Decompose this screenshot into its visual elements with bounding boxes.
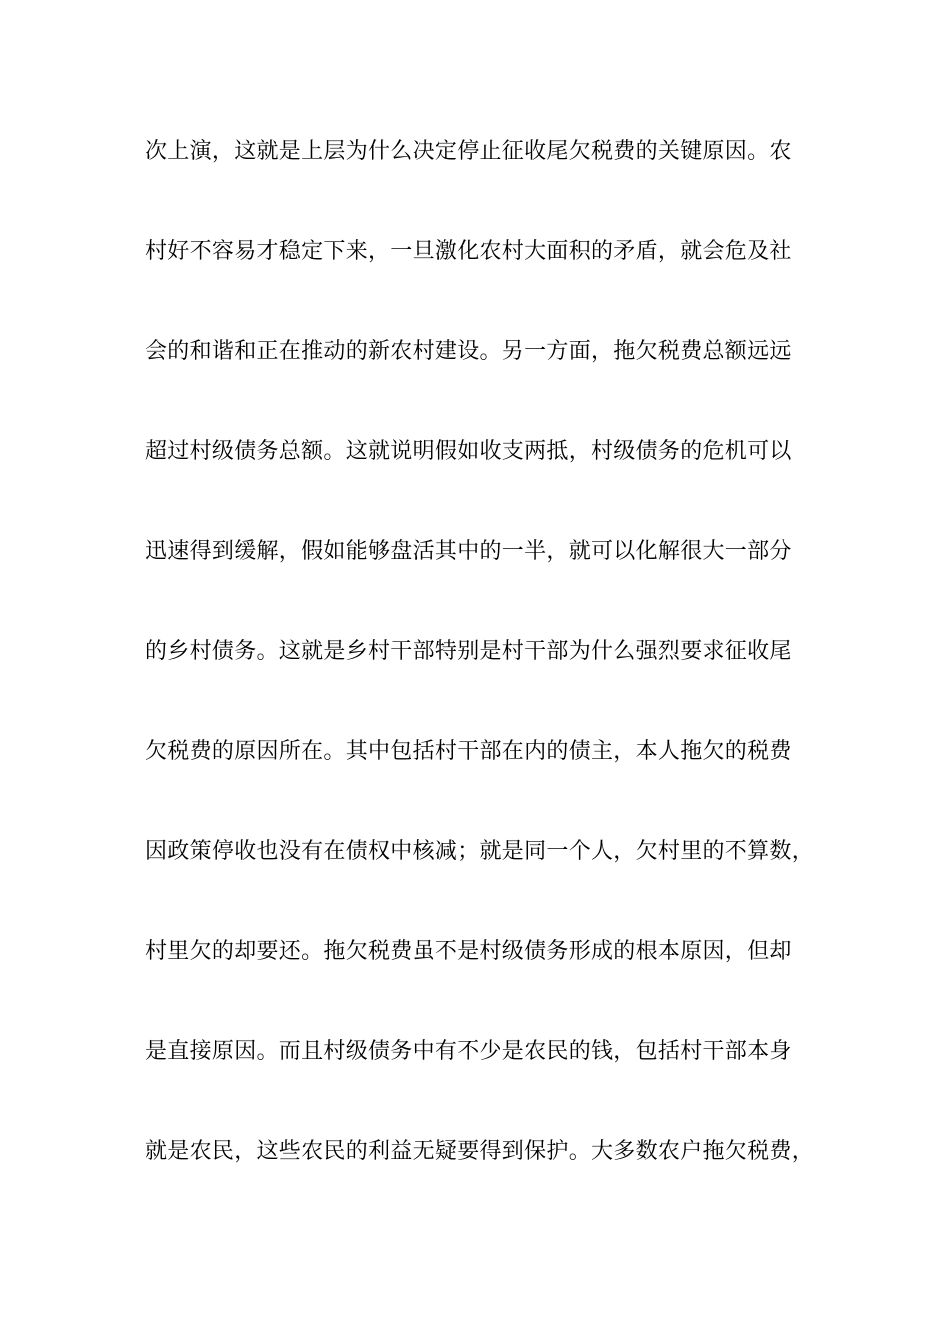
text-line-7: 欠税费的原因所在。其中包括村干部在内的债主，本人拖欠的税费: [145, 739, 792, 764]
text-line-4: 超过村级债务总额。这就说明假如收支两抵，村级债务的危机可以: [145, 439, 792, 464]
text-line-5: 迅速得到缓解，假如能够盘活其中的一半，就可以化解很大一部分: [145, 539, 792, 564]
text-line-10: 是直接原因。而且村级债务中有不少是农民的钱，包括村干部本身: [145, 1039, 792, 1064]
text-line-2: 村好不容易才稳定下来，一旦激化农村大面积的矛盾，就会危及社: [145, 239, 792, 264]
text-line-11: 就是农民，这些农民的利益无疑要得到保护。大多数农户拖欠税费，: [145, 1139, 815, 1164]
text-line-9: 村里欠的却要还。拖欠税费虽不是村级债务形成的根本原因，但却: [145, 939, 792, 964]
text-line-8: 因政策停收也没有在债权中核减；就是同一个人，欠村里的不算数，: [145, 839, 815, 864]
body-text: [145, 132, 825, 1232]
text-line-6: 的乡村债务。这就是乡村干部特别是村干部为什么强烈要求征收尾: [145, 639, 792, 664]
text-line-1: 次上演，这就是上层为什么决定停止征收尾欠税费的关键原因。农: [145, 139, 792, 164]
text-line-3: 会的和谐和正在推动的新农村建设。另一方面，拖欠税费总额远远: [145, 339, 792, 364]
